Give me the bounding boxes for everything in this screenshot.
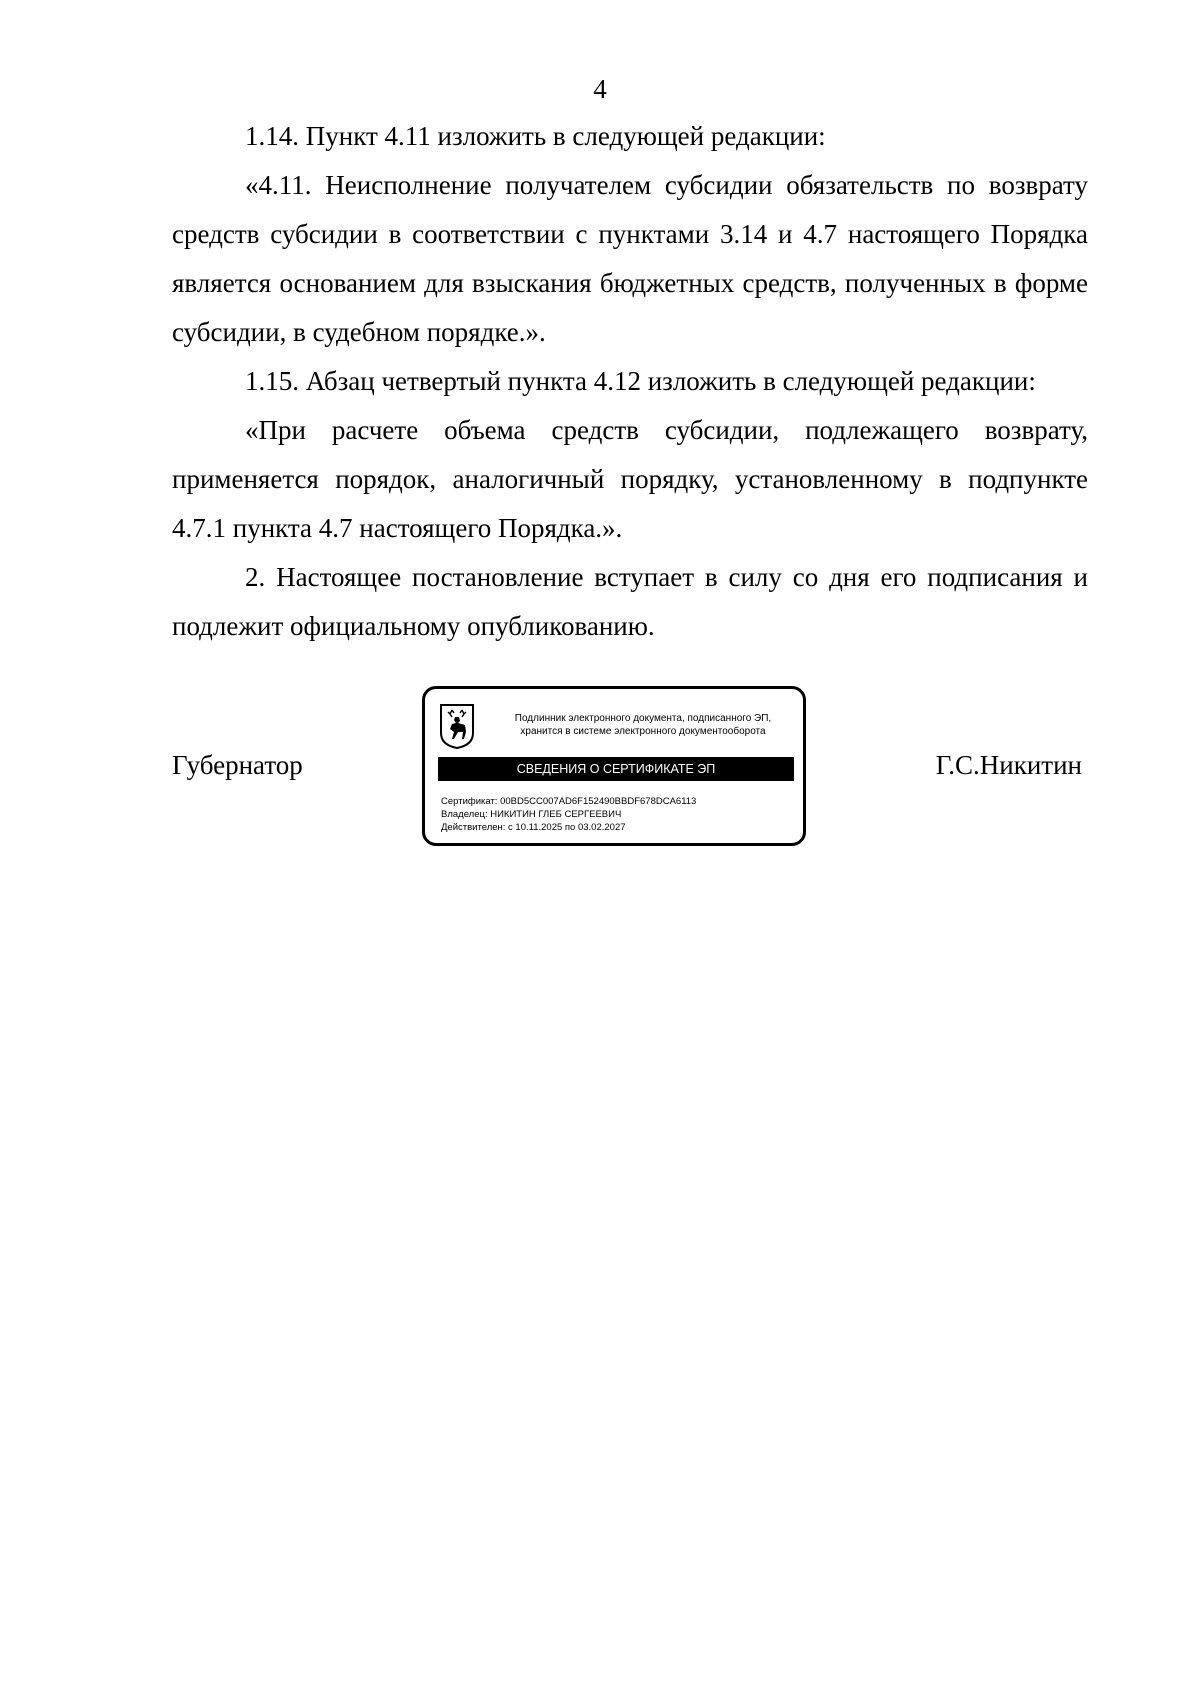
paragraph-1-14: 1.14. Пункт 4.11 изложить в следующей редакции: <box>245 121 826 151</box>
stamp-note-line: Подлинник электронного документа, подписанного ЭП, <box>514 713 772 724</box>
certificate-number: Сертификат: 00BD5CC007AD6F152490BBDF678DCA6113 <box>441 796 697 807</box>
stamp-note-line: хранится в системе электронного документооборота <box>520 726 766 737</box>
certificate-details <box>441 795 801 834</box>
document-body <box>172 112 1088 651</box>
signatory-name: Г.С.Никитин <box>935 750 1082 780</box>
electronic-signature-stamp <box>422 686 806 846</box>
stamp-note <box>485 712 801 738</box>
certificate-validity: Действителен: с 10.11.2025 по 03.02.2027 <box>441 822 626 833</box>
deer-emblem-icon <box>438 703 476 749</box>
page-number: 4 <box>593 74 607 104</box>
stamp-header: СВЕДЕНИЯ О СЕРТИФИКАТЕ ЭП <box>438 757 794 781</box>
paragraph-2: 2. Настоящее постановление вступает в силу со дня его подписания и подлежит официальному опубликованию. <box>172 562 1088 641</box>
certificate-owner: Владелец: НИКИТИН ГЛЕБ СЕРГЕЕВИЧ <box>441 809 622 820</box>
signatory-position: Губернатор <box>172 750 303 780</box>
paragraph-4-12-text: «При расчете объема средств субсидии, подлежащего возврату, применяется порядок, аналогичный порядку, установленному в подпункте 4.7.1 пункта 4.7 настоящего Порядка.». <box>172 415 1088 543</box>
paragraph-1-15: 1.15. Абзац четвертый пункта 4.12 изложить в следующей редакции: <box>245 366 1036 396</box>
paragraph-4-11-text: «4.11. Неисполнение получателем субсидии обязательств по возврату средств субсидии в соответствии с пунктами 3.14 и 4.7 настоящего Порядка является основанием для взыскания бюджетных средств, полученных в форме субсидии, в судебном порядке.». <box>172 170 1088 347</box>
